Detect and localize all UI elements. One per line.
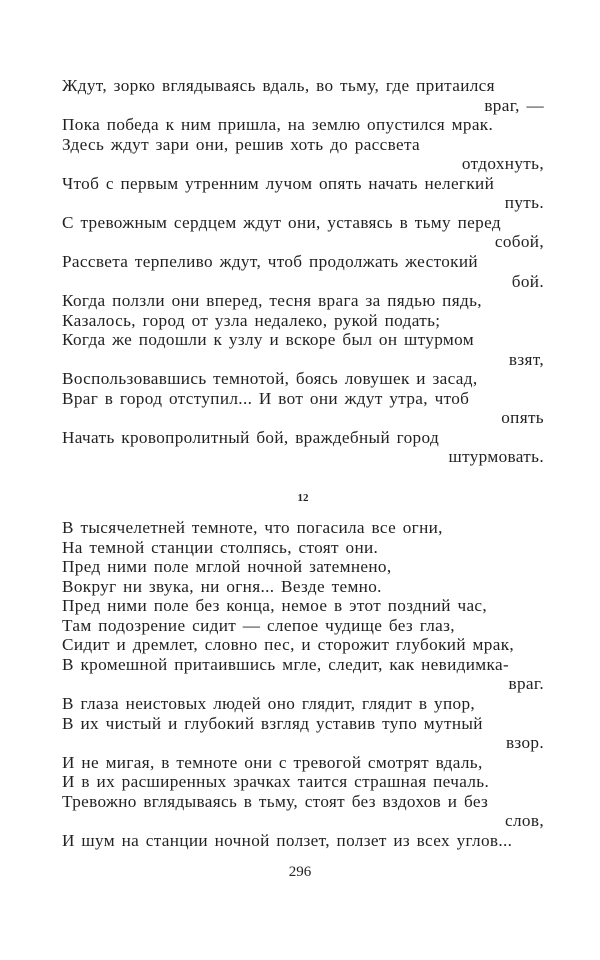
poem-line-continuation: отдохнуть,	[461, 154, 544, 174]
poem-line: Ждут, зорко вглядываясь вдаль, во тьму, где притаился	[62, 76, 495, 95]
poem-line: В их чистый и глубокий взгляд уставив тупо мутный	[62, 713, 483, 733]
poem-line: Там подозрение сидит — слепое чудище без глаз,	[62, 615, 455, 635]
poem-line: Пред ними поле мглой ночной затемнено,	[62, 557, 392, 577]
poem-line-continuation: взят,	[508, 349, 544, 369]
section-number: 12	[297, 492, 309, 504]
poem-line-continuation: бой.	[511, 271, 544, 291]
poem-line: Пока победа к ним пришла, на землю опустился мрак.	[62, 115, 494, 135]
poem-line-continuation: враг.	[508, 674, 544, 694]
poem-line: Начать кровопролитный бой, враждебный город	[62, 427, 440, 447]
poem-line: Враг в город отступил... И вот они ждут утра, чтоб	[62, 388, 470, 408]
poem-line-continuation: штурмовать.	[448, 447, 544, 467]
poem-line: И шум на станции ночной ползет, ползет из всех углов...	[62, 830, 513, 850]
poem-line: С тревожным сердцем ждут они, уставясь в тьму перед	[62, 212, 501, 232]
poem-line: И в их расширенных зрачках таится страшная печаль.	[62, 772, 490, 792]
poem-line-continuation: собой,	[494, 232, 544, 252]
poem-line: Чтоб с первым утренним лучом опять начать нелегкий	[62, 173, 495, 193]
poem-line: На темной станции столпясь, стоят они.	[62, 537, 379, 557]
poem-line: Тревожно вглядываясь в тьму, стоят без вздохов и без	[62, 791, 489, 811]
poem-line: Казалось, город от узла недалеко, рукой подать;	[62, 310, 441, 330]
poem-line: Когда же подошли к узлу и вскоре был он штурмом	[62, 330, 474, 350]
poem-line: В тысячелетней темноте, что погасила все огни,	[62, 518, 443, 537]
poem-line: Когда ползли они вперед, тесня врага за пядью пядь,	[62, 291, 482, 311]
poem-line: Сидит и дремлет, словно пес, и сторожит глубокий мрак,	[62, 635, 515, 655]
poem-line-continuation: слов,	[505, 811, 544, 831]
poem-line: Здесь ждут зари они, решив хоть до рассвета	[62, 134, 421, 154]
poem-line: Рассвета терпеливо ждут, чтоб продолжать жестокий	[62, 251, 478, 271]
page-number: 296	[288, 864, 312, 880]
poem-line: Воспользовавшись темнотой, боясь ловушек и засад,	[62, 369, 478, 389]
poem-line-continuation: враг, —	[484, 95, 544, 115]
poem-line-continuation: путь.	[504, 193, 544, 213]
poem-line: Пред ними поле без конца, немое в этот поздний час,	[62, 596, 488, 616]
poem-line: В кромешной притаившись мгле, следит, как невидимка-	[62, 654, 510, 674]
poem-line: Вокруг ни звука, ни огня... Везде темно.	[62, 576, 382, 596]
poem-line-continuation: опять	[501, 408, 544, 428]
poem-line: И не мигая, в темноте они с тревогой смотрят вдаль,	[62, 752, 483, 772]
poem-line-continuation: взор.	[505, 733, 544, 753]
poem-line: В глаза неистовых людей оно глядит, глядит в упор,	[62, 693, 476, 713]
